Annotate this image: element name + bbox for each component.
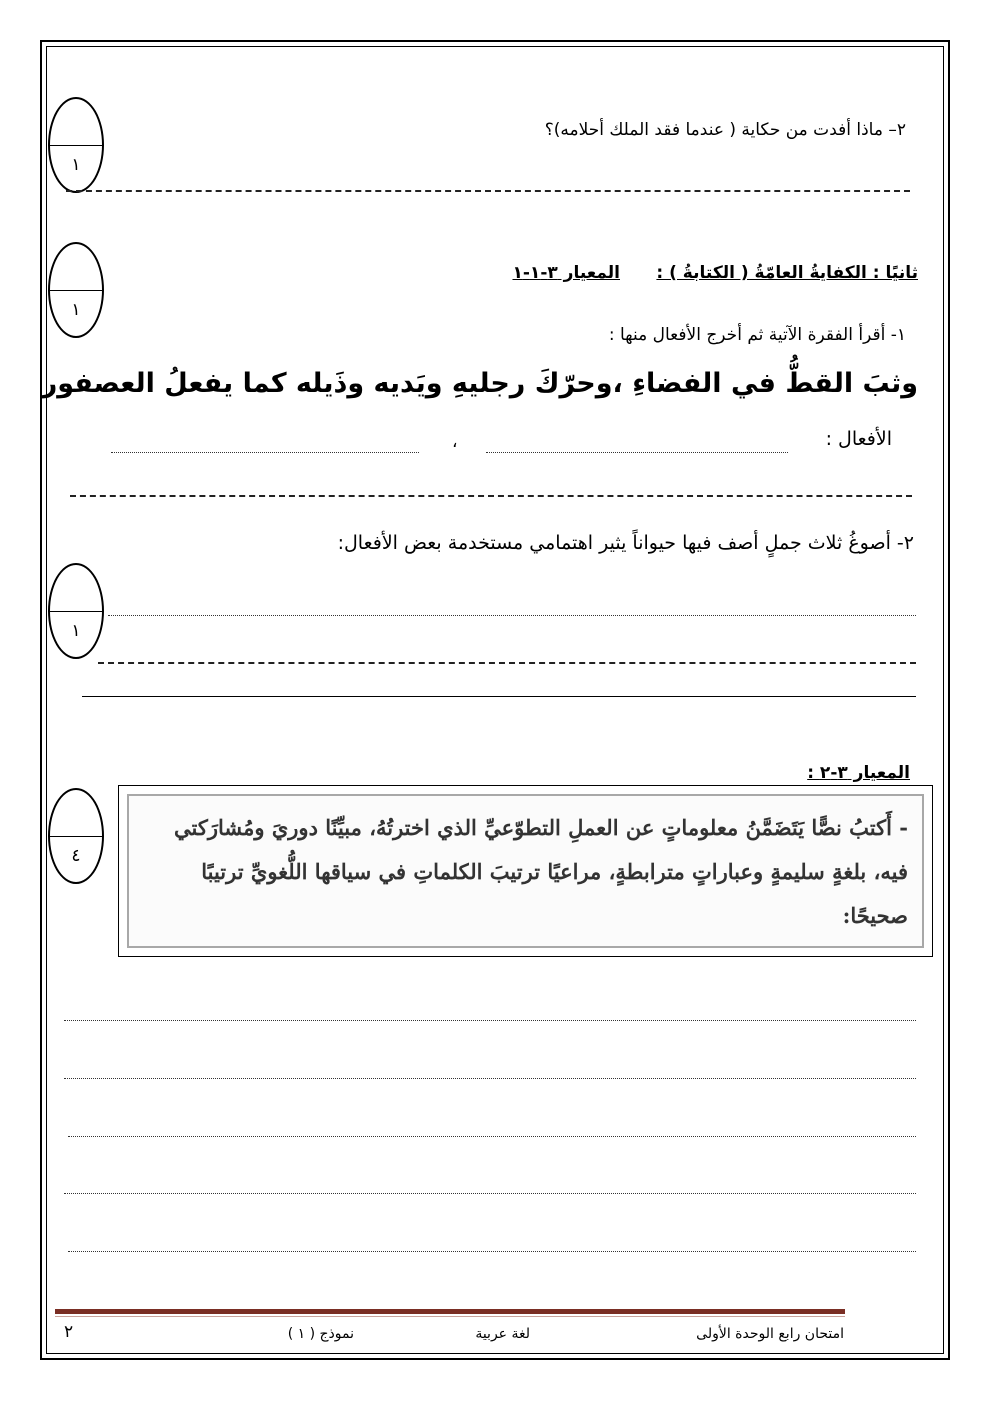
q2-answer-line-2[interactable] (98, 662, 916, 664)
q2-answer-line-3[interactable] (82, 696, 916, 697)
writing-prompt-text: - أَكتبُ نصًّا يَتَضَمَّنُ معلوماتٍ عن العملِ التطوّعيِّ الذي اخترتُهُ، مبيِّنًا دوريَ ومُشارَكتي فيه، بلغةٍ سليمةٍ وعباراتٍ مترابطةٍ، مراعيًا ترتيبَ الكلماتِ في سياقها اللُّغويِّ ترتيبًا صحيحًا: (127, 794, 924, 948)
score-value: ٤ (71, 846, 81, 866)
q2-instruction: ٢- أصوغُ ثلاث جملٍ أصف فيها حيواناً يثير اهتمامي مستخدمة بعض الأفعال: (337, 532, 914, 554)
score-circle-standard-32 (48, 788, 104, 884)
score-circle-section-two (48, 242, 104, 338)
verb-answer-blank-1[interactable] (486, 452, 788, 453)
footer-rule-thin (55, 1316, 845, 1317)
standard-32-label: المعيار ٣-٢ : (807, 763, 910, 783)
question-prev-text: ٢– ماذا أفدت من حكاية ( عندما فقد الملك أحلامه)؟ (544, 120, 906, 140)
score-circle-q-prev (48, 97, 104, 193)
q1-instruction: ١- أقرأ الفقرة الآتية ثم أخرج الأفعال منها : (608, 325, 906, 345)
score-value: ١ (71, 621, 81, 641)
score-value: ١ (71, 300, 81, 320)
q1-verbs-label: الأفعال : (825, 428, 892, 450)
footer-exam-title: امتحان رابع الوحدة الأولى (696, 1326, 844, 1342)
score-value: ١ (71, 155, 81, 175)
writing-line-3[interactable] (68, 1136, 916, 1137)
q1-passage: وثبَ القطُّ في الفضاءِ ،وحرّكَ رجليهِ ويَديه وذَيله كما يفعلُ العصفور (41, 368, 918, 399)
footer-page-number: ٢ (64, 1322, 74, 1342)
writing-line-4[interactable] (64, 1193, 916, 1194)
section-two-standard: المعيار ٣-١-١ (512, 263, 620, 283)
writing-line-5[interactable] (68, 1251, 916, 1252)
score-circle-q2 (48, 563, 104, 659)
section-two-title: ثانيًا : الكفايةُ العامّةُ ( الكتابةُ ) : (656, 263, 918, 283)
writing-prompt-box (118, 785, 933, 957)
answer-line (66, 190, 910, 192)
page-frame-inner (46, 46, 944, 1354)
writing-line-1[interactable] (64, 1020, 916, 1021)
footer-subject: لغة عربية (475, 1326, 530, 1342)
writing-line-2[interactable] (64, 1078, 916, 1079)
footer-model: نموذج ( ١ ) (287, 1326, 354, 1342)
q2-answer-line-1[interactable] (108, 615, 916, 616)
footer-rule (55, 1309, 845, 1314)
verb-answer-blank-2[interactable] (111, 452, 419, 453)
q1-separator: ، (452, 432, 458, 452)
section-divider (70, 495, 912, 497)
